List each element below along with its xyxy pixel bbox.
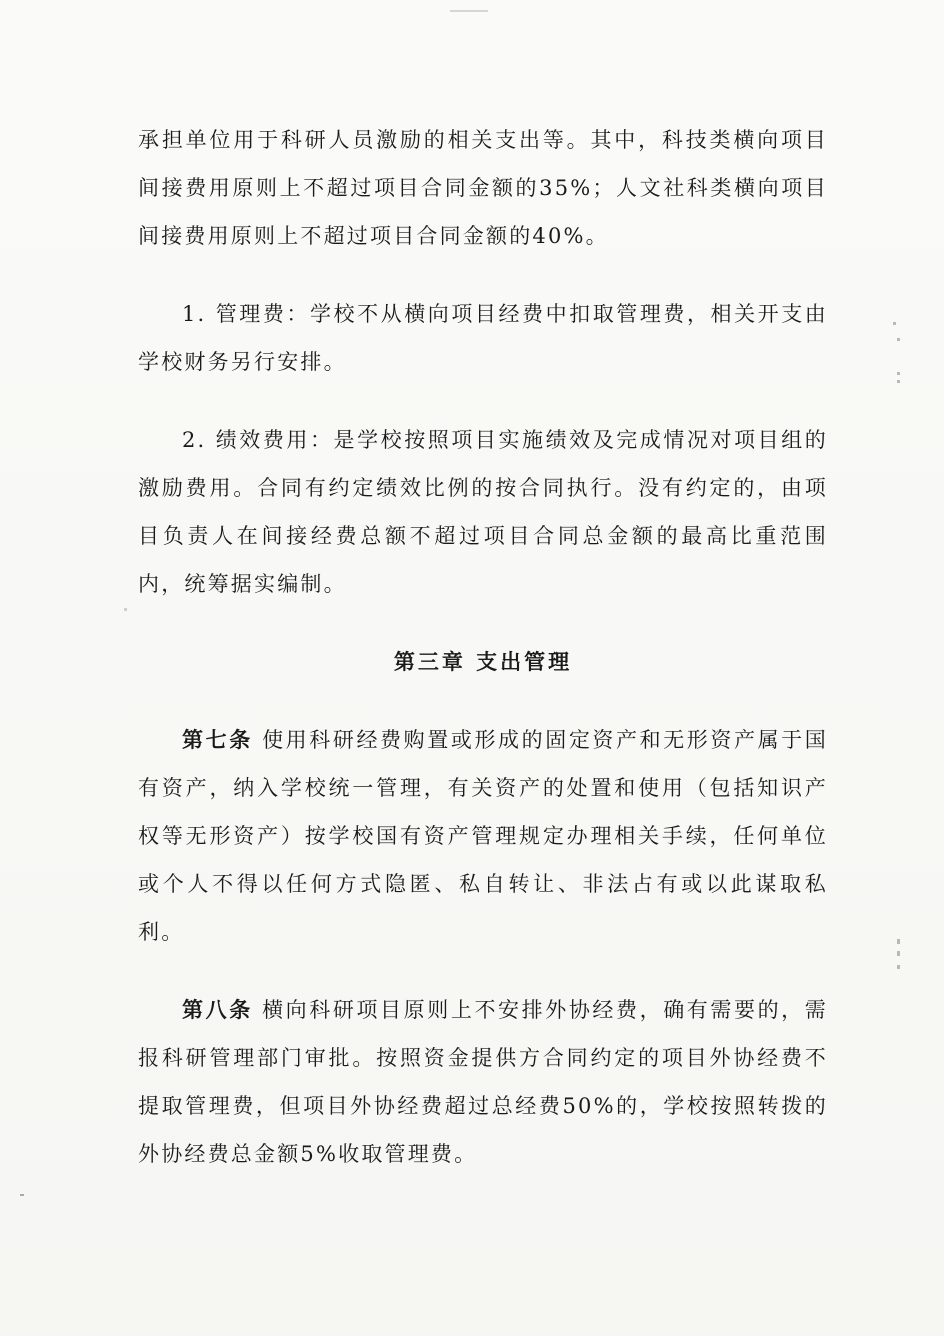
item-text: 管理费：学校不从横向项目经费中扣取管理费，相关开支由学校财务另行安排。 — [138, 302, 828, 374]
paragraph-indirect-cost: 承担单位用于科研人员激励的相关支出等。其中，科技类横向项目间接费用原则上不超过项目合同金额的35%；人文社科类横向项目间接费用原则上不超过项目合同金额的40%。 — [138, 128, 828, 248]
article-7 — [138, 716, 828, 956]
chapter-title: 第三章 支出管理 — [393, 649, 573, 674]
document-body — [138, 116, 828, 1178]
scan-mark-left-1 — [124, 608, 127, 611]
article-label: 第七条 — [182, 727, 253, 752]
scan-mark-right-4 — [897, 380, 900, 383]
article-text: 横向科研项目原则上不安排外协经费，确有需要的，需报科研管理部门审批。按照资金提供方合同约定的项目外协经费不提取管理费，但项目外协经费超过总经费50%的，学校按照转拨的外协经费总金额5%收取管理费。 — [138, 998, 828, 1166]
scan-mark-right-2 — [897, 338, 900, 341]
scan-mark-right-5 — [897, 939, 900, 944]
article-8 — [138, 986, 828, 1178]
item-performance-fee — [138, 416, 828, 608]
item-text: 绩效费用：是学校按照项目实施绩效及完成情况对项目组的激励费用。合同有约定绩效比例的按合同执行。没有约定的，由项目负责人在间接经费总额不超过项目合同总金额的最高比重范围内，统筹据实编制。 — [138, 428, 828, 596]
item-management-fee — [138, 290, 828, 386]
article-text: 使用科研经费购置或形成的固定资产和无形资产属于国有资产，纳入学校统一管理，有关资产的处置和使用（包括知识产权等无形资产）按学校国有资产管理规定办理相关手续，任何单位或个人不得以任何方式隐匿、私自转让、非法占有或以此谋取私利。 — [138, 728, 828, 944]
scan-mark-right-1 — [893, 322, 896, 325]
scan-mark-top — [450, 10, 488, 12]
item-number: 1. — [182, 302, 207, 326]
item-number: 2. — [182, 428, 207, 452]
scan-mark-right-3 — [897, 372, 900, 375]
scan-mark-right-6 — [897, 951, 900, 956]
scan-mark-left-2 — [20, 1194, 24, 1196]
scan-mark-right-7 — [897, 965, 900, 969]
article-label: 第八条 — [182, 997, 253, 1022]
